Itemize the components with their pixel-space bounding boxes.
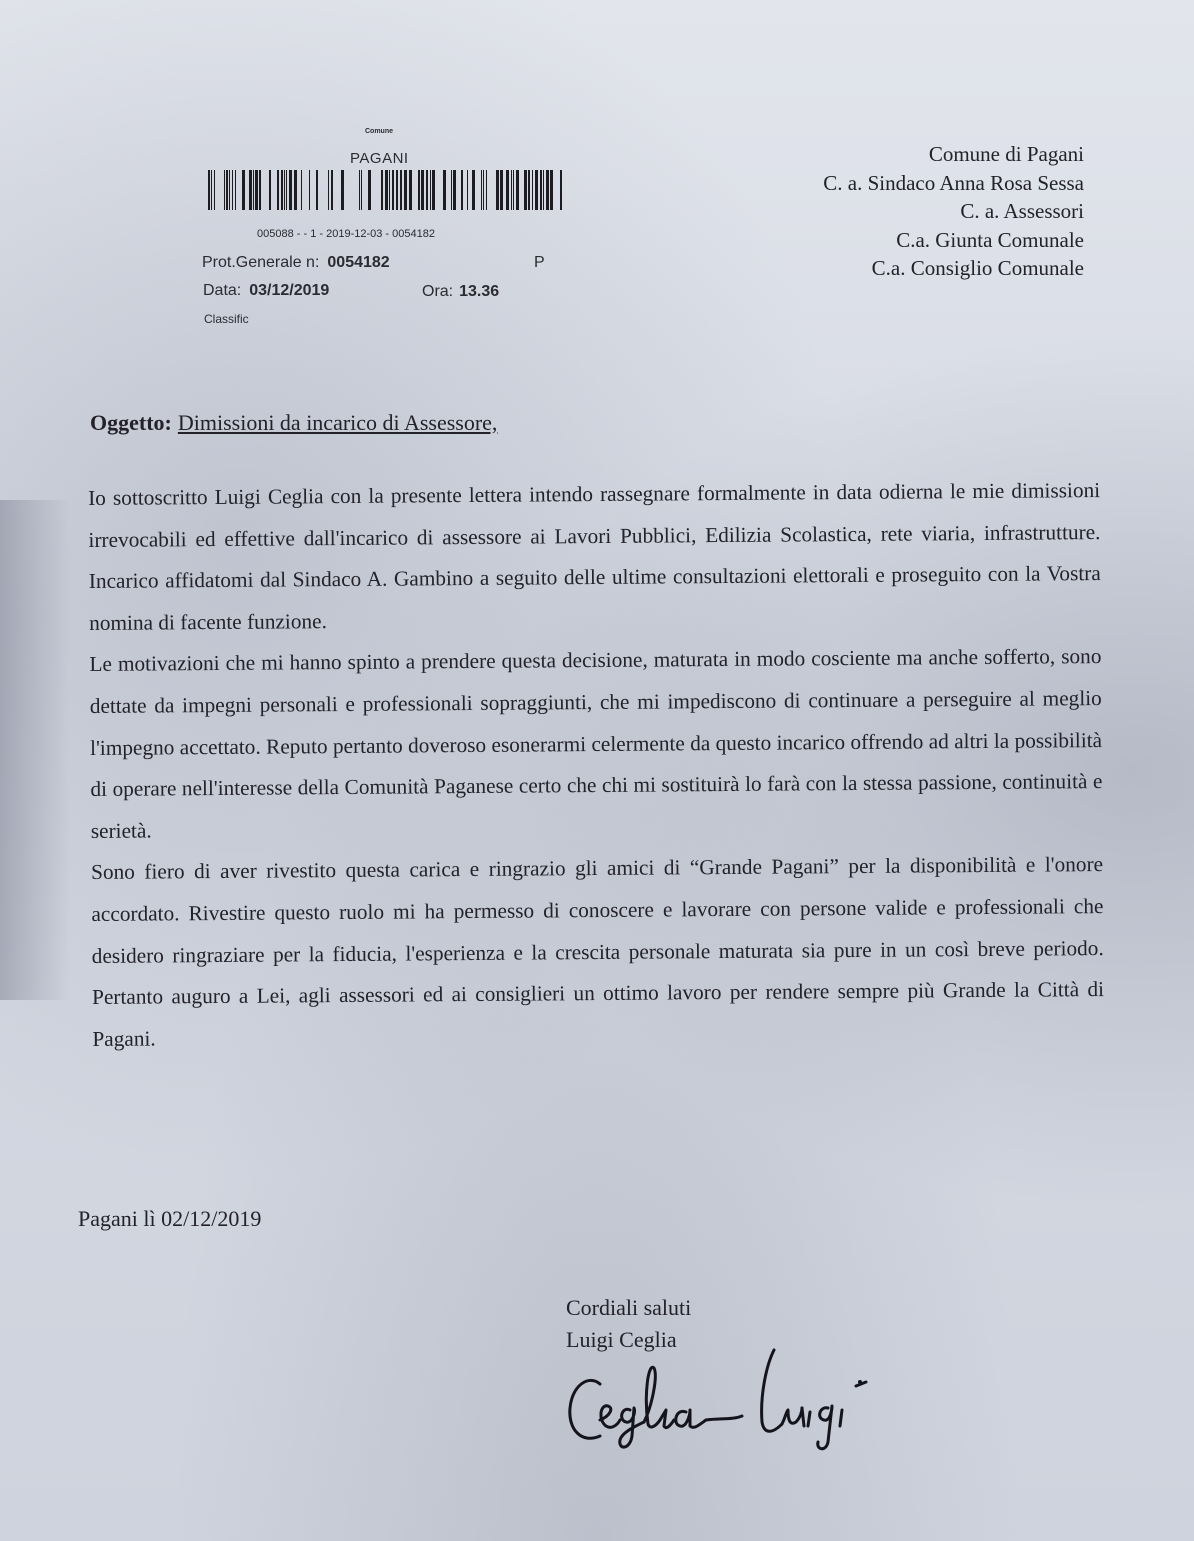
closing-greeting: Cordiali saluti [566,1295,692,1320]
date-label: Data: [203,282,242,299]
page-shadow [0,500,70,1000]
time-label: Ora: [422,283,454,300]
recipient-line: Comune di Pagani [928,142,1084,166]
time-value: 13.36 [459,283,500,300]
date-value: 03/12/2019 [249,282,330,299]
classific-label: Classific [204,312,249,326]
letter-body [88,470,1105,1060]
protocol-label: Prot.Generale n: [202,254,320,271]
place-date: Pagani lì 02/12/2019 [78,1206,262,1231]
protocol-number-row [202,254,390,272]
body-paragraph: Le motivazioni che mi hanno spinto a prendere questa decisione, maturata in modo cosciente ma anche sofferto, sono dettate da impegni personali e professionali sopraggiunti, che mi impediscono di continuare a perseguire al meglio l'impegno accettato. Reputo pertanto doveroso esonerarmi celermente da questo incarico offrendo ad altri la possibilità di operare nell'interesse della Comunità Paganese certo che chi mi sostituirà lo farà con la stessa passione, continuità e serietà. [89,644,1103,843]
protocol-time-row [422,283,499,301]
subject-text: Dimissioni da incarico di Assessore, [177,410,498,435]
barcode-icon [208,170,562,210]
signature-icon [560,1346,890,1456]
subject-line [90,410,497,436]
recipient-line: C.a. Consiglio Comunale [871,256,1084,280]
subject-label: Oggetto: [90,410,172,435]
recipient-line: C. a. Assessori [960,199,1084,223]
recipients-block [823,140,1084,283]
protocol-type: P [534,254,545,271]
body-paragraph: Sono fiero di aver rivestito questa carica e ringrazio gli amici di “Grande Pagani” per la disponibilità e l'onore accordato. Rivestire questo ruolo mi ha permesso di conoscere e lavorare con persone valide e professionali che desidero ringraziare per la fiducia, l'esperienza e la crescita personale maturata sia pure in un così breve periodo. Pertanto auguro a Lei, agli assessori ed ai consiglieri un ottimo lavoro per rendere sempre più Grande la Città di Pagani. [91,852,1105,1051]
recipient-line: C. a. Sindaco Anna Rosa Sessa [823,170,1084,195]
closing-name: Luigi Ceglia [566,1327,677,1352]
stamp-comune-label: Comune [365,128,393,135]
barcode-number: 005088 - - 1 - 2019-12-03 - 0054182 [257,228,435,240]
protocol-date-row [203,282,329,300]
protocol-value: 0054182 [327,254,390,271]
stamp-city: PAGANI [350,150,409,167]
recipient-line: C.a. Giunta Comunale [896,227,1084,252]
body-paragraph: Io sottoscritto Luigi Ceglia con la presente lettera intendo rassegnare formalmente in data odierna le mie dimissioni irrevocabili ed effettive dall'incarico di assessore ai Lavori Pubblici, Edilizia Scolastica, rete viaria, infrastrutture. Incarico affidatomi dal Sindaco A. Gambino a seguito delle ultime consultazioni elettorali e proseguito con la Vostra nomina di facente funzione. [88,478,1101,635]
